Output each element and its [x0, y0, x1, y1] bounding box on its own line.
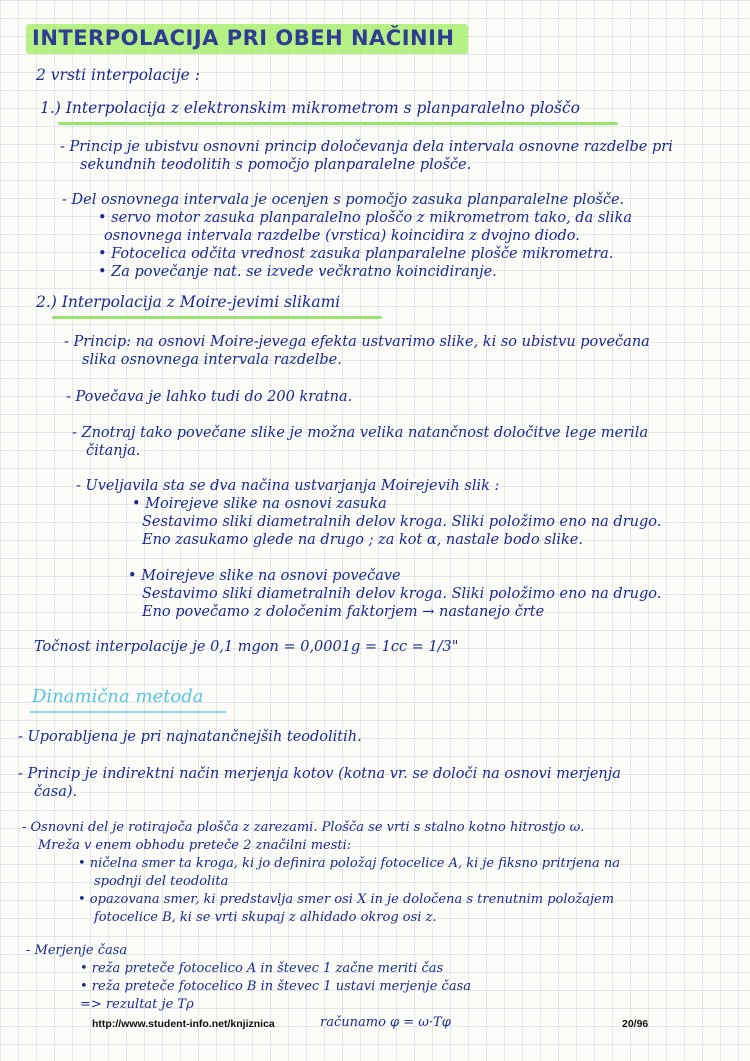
- section2-line: Sestavimo sliki diametralnih delov kroga. Sliki položimo eno na drugo.: [142, 586, 662, 602]
- section2-line: - Znotraj tako povečane slike je možna velika natančnost določitve lege merila: [72, 425, 649, 441]
- section3-line: fotocelice B, ki se vrti skupaj z alhidado okrog osi z.: [94, 910, 437, 925]
- section3-heading: Dinamična metoda: [32, 686, 204, 707]
- section2-line: Sestavimo sliki diametralnih delov kroga. Sliki položimo eno na drugo.: [142, 514, 662, 530]
- section2-underline: [52, 316, 382, 319]
- section2-line: • Moirejeve slike na osnovi povečave: [128, 568, 401, 584]
- section3-line: računamo φ = ω·Tφ: [320, 1015, 451, 1030]
- section1-line: • Fotocelica odčita vrednost zasuka planparalelne plošče mikrometra.: [98, 246, 614, 262]
- section2-line: slika osnovnega intervala razdelbe.: [82, 352, 342, 368]
- section3-line: • reža preteče fotocelico A in števec 1 začne meriti čas: [80, 961, 444, 976]
- section3-underline: [30, 711, 226, 713]
- section1-line: - Del osnovnega intervala je ocenjen s pomočjo zasuka planparalelne plošče.: [62, 192, 625, 208]
- section3-line: => rezultat je Tρ: [80, 997, 194, 1012]
- section3-line: • opazovana smer, ki predstavlja smer osi X in je določena s trenutnim položajem: [78, 892, 615, 907]
- section3-line: Mreža v enem obhodu preteče 2 značilni mesti:: [38, 838, 352, 853]
- footer-url[interactable]: http://www.student-info.net/knjiznica: [92, 1018, 275, 1030]
- section3-line: - Uporabljena je pri najnatančnejših teodolitih.: [18, 729, 362, 745]
- section3-line: - Merjenje časa: [26, 943, 128, 958]
- section3-line: • reža preteče fotocelico B in števec 1 ustavi merjenje časa: [80, 979, 471, 994]
- page-number: 20/96: [622, 1018, 649, 1030]
- accuracy-line: Točnost interpolacije je 0,1 mgon = 0,0001g = 1cc = 1/3": [34, 639, 459, 655]
- section1-line: • servo motor zasuka planparalelno ploščo z mikrometrom tako, da slika: [98, 210, 632, 226]
- section3-line: - Princip je indirektni način merjenja kotov (kotna vr. se določi na osnovi merjenja: [18, 766, 621, 782]
- page-title: INTERPOLACIJA PRI OBEH NAČINIH: [32, 26, 455, 50]
- section2-line: čitanja.: [86, 443, 141, 459]
- section2-line: - Uveljavila sta se dva načina ustvarjanja Moirejevih slik :: [76, 478, 500, 494]
- section2-line: • Moirejeve slike na osnovi zasuka: [132, 496, 387, 512]
- section1-line: sekundnih teodolitih s pomočjo planparalelne plošče.: [80, 157, 472, 173]
- section1-heading: 1.) Interpolacija z elektronskim mikrometrom s planparalelno ploščo: [40, 99, 580, 117]
- section3-line: - Osnovni del je rotirajoča plošča z zarezami. Plošča se vrti s stalno kotno hitrostjo ω.: [22, 820, 585, 835]
- section1-line: osnovnega intervala razdelbe (vrstica) koincidira z dvojno diodo.: [104, 228, 580, 244]
- section3-line: spodnji del teodolita: [94, 874, 229, 889]
- section2-line: Eno povečamo z določenim faktorjem → nastanejo črte: [142, 604, 545, 620]
- section1-line: - Princip je ubistvu osnovni princip določevanja dela intervala osnovne razdelbe pri: [60, 139, 673, 155]
- section2-heading: 2.) Interpolacija z Moire-jevimi slikami: [36, 293, 341, 311]
- section1-line: • Za povečanje nat. se izvede večkratno koincidiranje.: [98, 264, 497, 280]
- intro-line: 2 vrsti interpolacije :: [36, 66, 200, 84]
- section3-line: • ničelna smer ta kroga, ki jo definira položaj fotocelice A, ki je fiksno pritrjena na: [78, 856, 621, 871]
- section1-underline: [58, 122, 618, 125]
- section2-line: - Princip: na osnovi Moire-jevega efekta ustvarimo slike, ki so ubistvu povečana: [64, 334, 650, 350]
- section3-line: časa).: [34, 784, 78, 800]
- section2-line: - Povečava je lahko tudi do 200 kratna.: [66, 389, 353, 405]
- section2-line: Eno zasukamo glede na drugo ; za kot α, nastale bodo slike.: [142, 532, 583, 548]
